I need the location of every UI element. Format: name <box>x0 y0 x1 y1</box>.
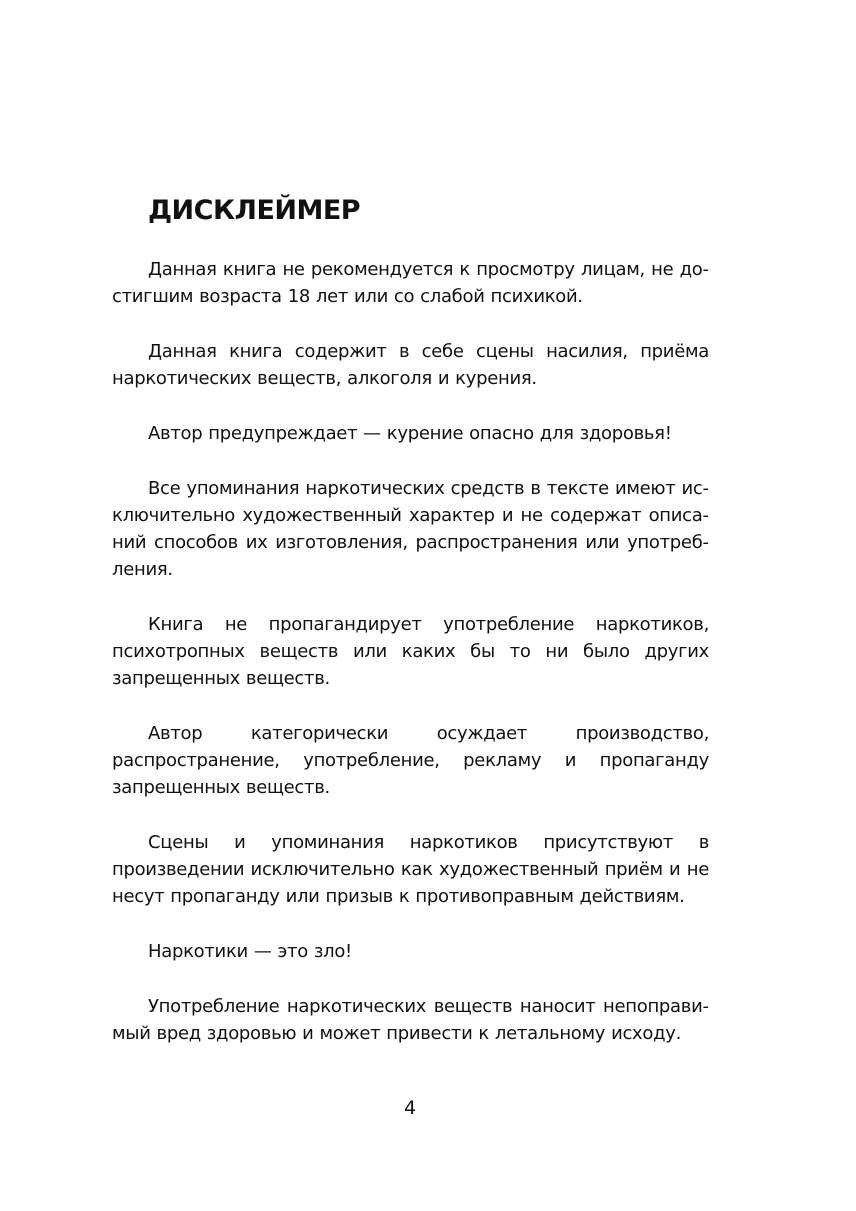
paragraph-content-warning: Данная книга содержит в себе сцены насилия, приёма наркотических веществ, алкоголя и курения. <box>112 341 709 389</box>
paragraph-author-condemns: Автор категорически осуждает производство, распространение, употребление, рекламу и пропаганду запрещенных веществ. <box>112 723 709 798</box>
paragraph-smoking-warning: Автор предупреждает — курение опасно для здоровья! <box>148 423 672 444</box>
paragraph-artistic-device: Сцены и упоминания наркотиков присутствуют в произведении исключительно как художественный приём и не несут пропаганду или призыв к противоправным действиям. <box>112 832 709 907</box>
paragraph-artistic-nature: Все упоминания наркотических средств в тексте имеют исключительно художественный характер и не содержат описаний способов их изготовления, распространения или употребления. <box>112 478 709 580</box>
paragraph-age-restriction: Данная книга не рекомендуется к просмотру лицам, не достигшим возраста 18 лет или со слабой психикой. <box>112 259 709 307</box>
paragraph-health-harm: Употребление наркотических веществ наносит непоправимый вред здоровью и может привести к летальному исходу. <box>112 996 709 1044</box>
page-title: ДИСКЛЕЙМЕР <box>148 195 361 226</box>
paragraph-drugs-evil: Наркотики — это зло! <box>148 941 352 962</box>
paragraph-no-propaganda: Книга не пропагандирует употребление наркотиков, психотропных веществ или каких бы то ни было других запрещенных веществ. <box>112 614 709 689</box>
disclaimer-body <box>112 256 709 1075</box>
page-number: 4 <box>403 1097 417 1119</box>
